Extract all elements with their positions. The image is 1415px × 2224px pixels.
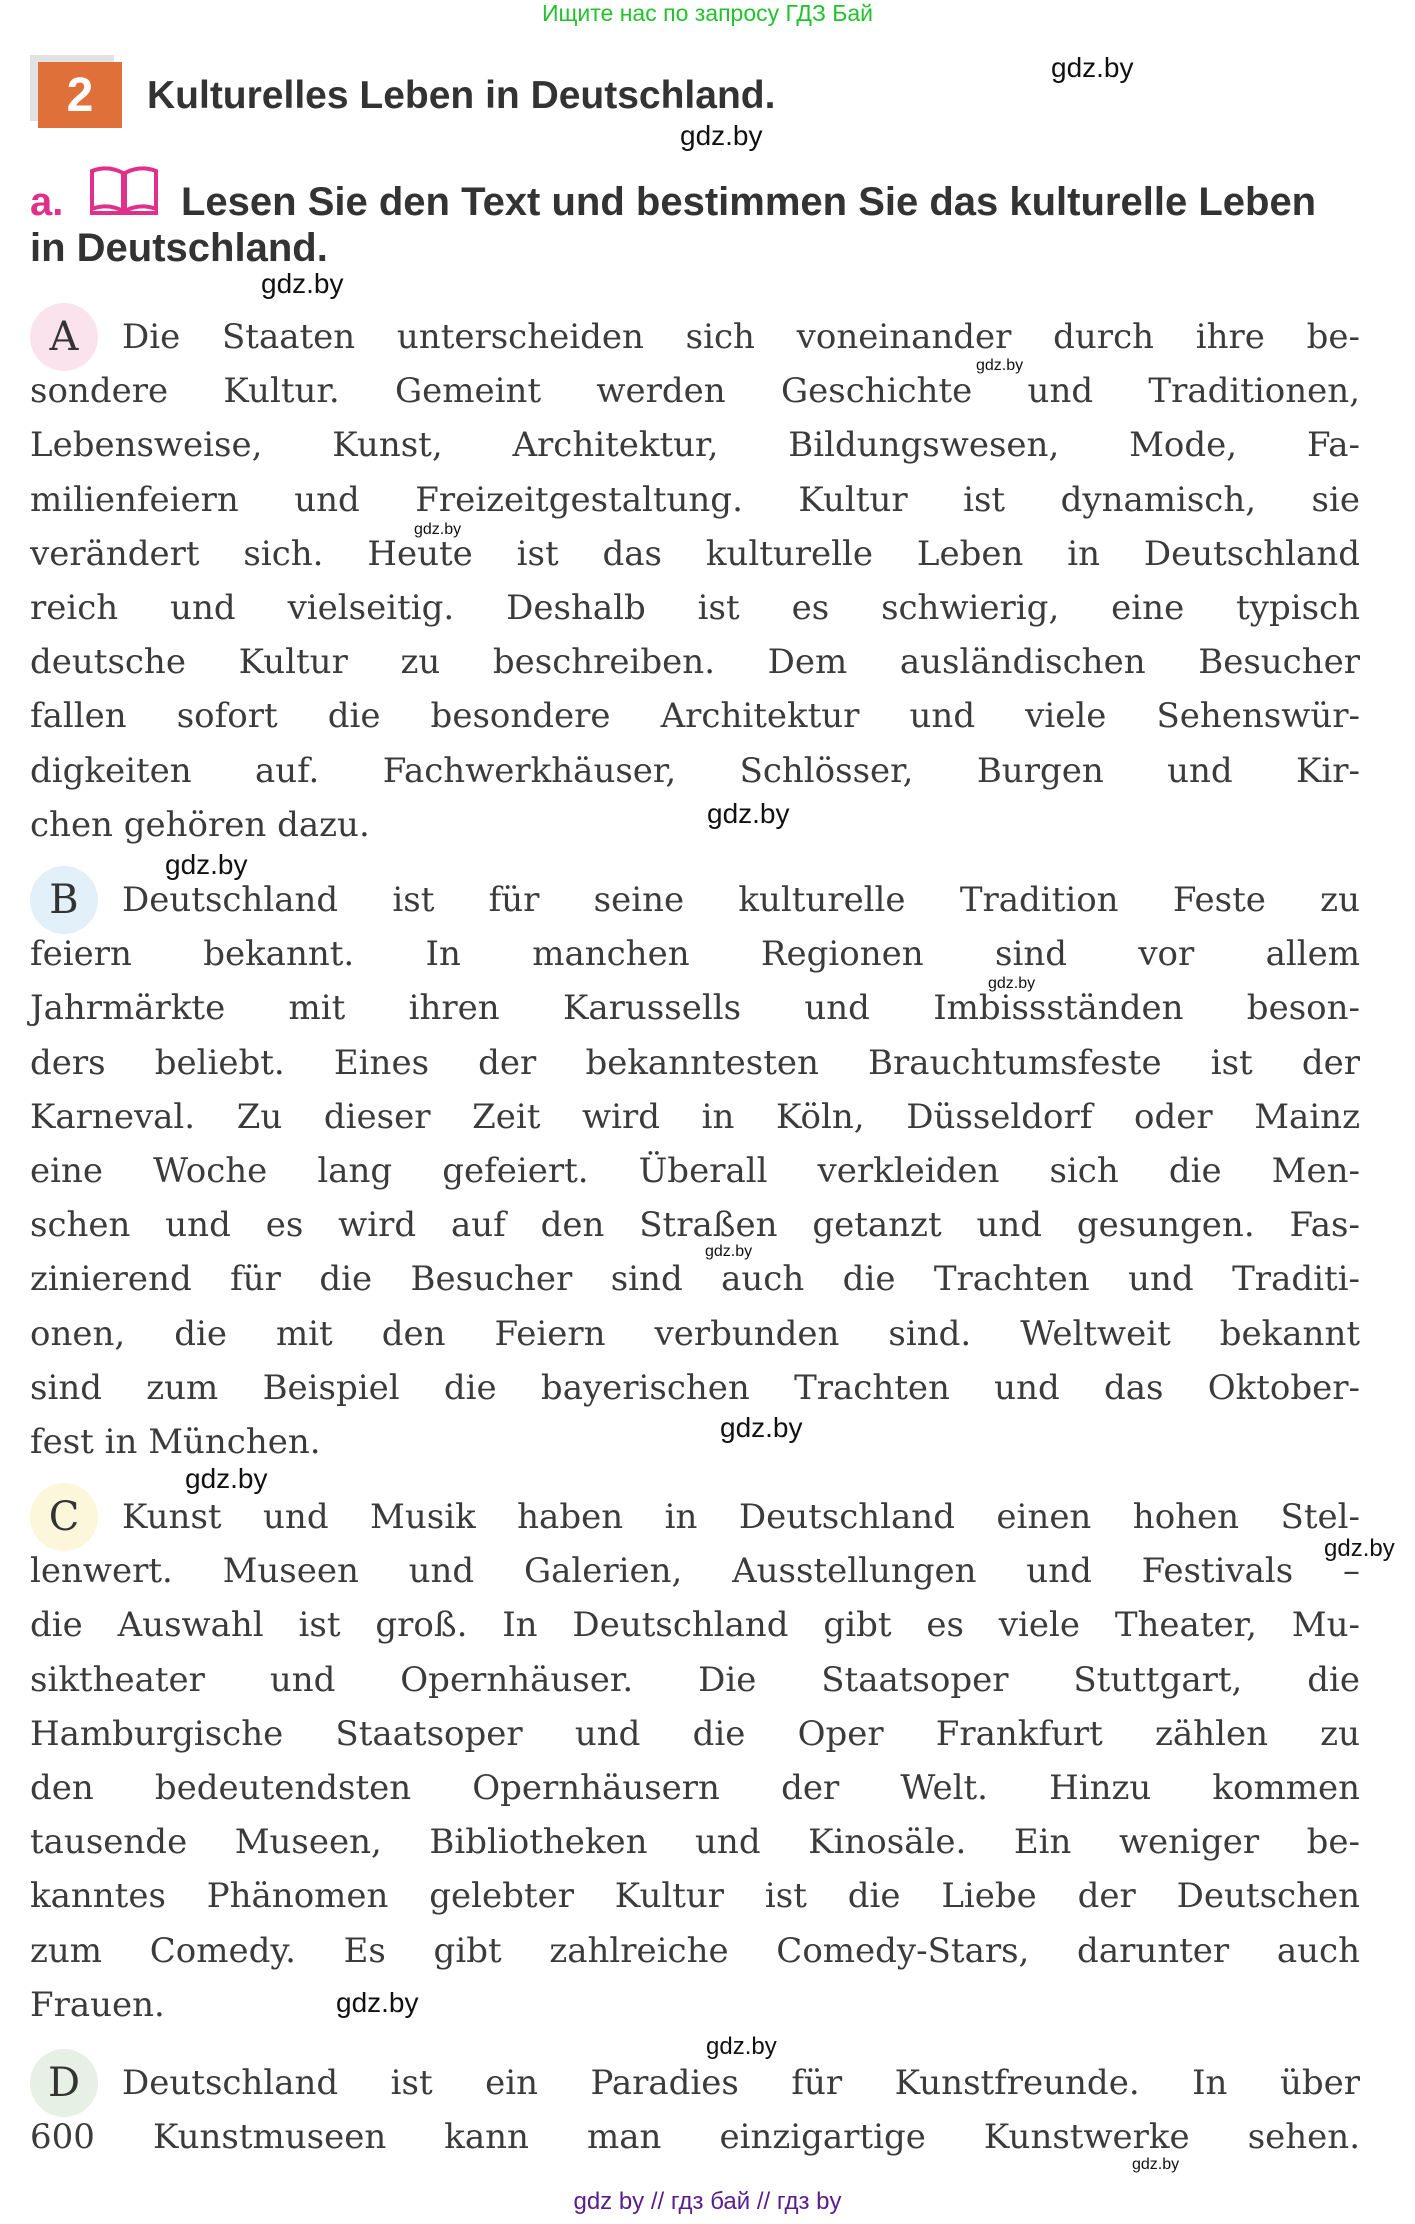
- watermark: gdz.by: [707, 798, 790, 829]
- text-line: sondere Kultur. Gemeint werden Geschichte und Traditionen,: [30, 371, 1360, 412]
- watermark: gdz.by: [988, 975, 1036, 992]
- book-icon: [88, 163, 160, 217]
- watermark: gdz.by: [165, 849, 248, 880]
- text-line: Die Staaten unterscheiden sich voneinander durch ihre be-: [122, 317, 1360, 357]
- text-line: verändert sich. Heute ist das kulturelle Leben in Deutschland: [30, 533, 1360, 574]
- text-line: den bedeutendsten Opernhäusern der Welt. Hinzu kommen: [30, 1768, 1360, 1808]
- watermark: gdz.by: [720, 1412, 803, 1443]
- text-line: zum Comedy. Es gibt zahlreiche Comedy-Stars, darunter auch: [30, 1930, 1360, 1971]
- text-line: eine Woche lang gefeiert. Überall verkleiden sich die Men-: [30, 1151, 1360, 1191]
- text-line: fallen sofort die besondere Architektur und viele Sehenswür-: [30, 696, 1360, 737]
- text-line: Jahrmärkte mit ihren Karussells und Imbissständen beson-: [30, 988, 1360, 1029]
- text-line: 600 Kunstmuseen kann man einzigartige Kunstwerke sehen.: [30, 2117, 1360, 2158]
- section-number: 2: [38, 62, 122, 128]
- watermark: gdz.by: [705, 1243, 753, 1260]
- text-line: onen, die mit den Feiern verbunden sind. Weltweit bekannt: [30, 1313, 1360, 1354]
- watermark: gdz.by: [1132, 2156, 1180, 2173]
- text-line: kanntes Phänomen gelebter Kultur ist die Liebe der Deutschen: [30, 1876, 1360, 1917]
- paragraph-label-a: A: [30, 303, 98, 371]
- text-line: Hamburgische Staatsoper und die Oper Frankfurt zählen zu: [30, 1713, 1360, 1754]
- text-line: fest in München.: [30, 1422, 321, 1462]
- text-line: Deutschland ist ein Paradies für Kunstfreunde. In über: [122, 2063, 1360, 2103]
- watermark: gdz.by: [414, 521, 462, 538]
- paragraph-label-b: B: [30, 866, 98, 934]
- text-line: sind zum Beispiel die bayerischen Trachten und das Oktober-: [30, 1367, 1360, 1408]
- text-line: feiern bekannt. In manchen Regionen sind vor allem: [30, 934, 1360, 975]
- text-line: Lebensweise, Kunst, Architektur, Bildungswesen, Mode, Fa-: [30, 425, 1360, 466]
- task-instruction-line-2: in Deutschland.: [30, 226, 328, 270]
- watermark: gdz.by: [680, 120, 763, 151]
- text-line: lenwert. Museen und Galerien, Ausstellungen und Festivals –: [30, 1551, 1360, 1592]
- text-line: Deutschland ist für seine kulturelle Tradition Feste zu: [122, 880, 1360, 920]
- watermark: gdz.by: [1051, 52, 1134, 83]
- text-line: die Auswahl ist groß. In Deutschland gibt es viele Theater, Mu-: [30, 1605, 1360, 1646]
- paragraph-label-c: C: [30, 1483, 98, 1551]
- text-line: reich und vielseitig. Deshalb ist es schwierig, eine typisch: [30, 588, 1360, 628]
- watermark: gdz.by: [336, 1987, 419, 2018]
- text-line: chen gehören dazu.: [30, 804, 370, 845]
- text-line: milienfeiern und Freizeitgestaltung. Kultur ist dynamisch, sie: [30, 479, 1360, 520]
- text-line: Kunst und Musik haben in Deutschland einen hohen Stel-: [122, 1497, 1360, 1537]
- section-title: Kulturelles Leben in Deutschland.: [147, 74, 776, 117]
- top-search-note: Ищите нас по запросу ГДЗ Бай: [541, 0, 874, 26]
- watermark: gdz.by: [976, 357, 1024, 374]
- text-line: schen und es wird auf den Straßen getanzt und gesungen. Fas-: [30, 1205, 1360, 1246]
- text-line: Karneval. Zu dieser Zeit wird in Köln, Düsseldorf oder Mainz: [30, 1096, 1360, 1137]
- text-line: deutsche Kultur zu beschreiben. Dem ausländischen Besucher: [30, 642, 1360, 683]
- watermark: gdz.by: [185, 1463, 268, 1494]
- text-line: ders beliebt. Eines der bekanntesten Brauchtumsfeste ist der: [30, 1042, 1360, 1083]
- watermark: gdz.by: [706, 2033, 777, 2060]
- paragraph-label-d: D: [30, 2049, 98, 2117]
- text-line: zinierend für die Besucher sind auch die Trachten und Traditi-: [30, 1259, 1360, 1300]
- task-instruction-line-1: Lesen Sie den Text und bestimmen Sie das kulturelle Leben: [181, 180, 1317, 224]
- watermark: gdz.by: [261, 268, 344, 299]
- text-line: digkeiten auf. Fachwerkhäuser, Schlösser, Burgen und Kir-: [30, 750, 1360, 791]
- text-line: Frauen.: [30, 1984, 165, 2025]
- watermark: gdz.by: [1324, 1535, 1395, 1562]
- task-letter: a.: [30, 180, 64, 224]
- footer-links: gdz by // гдз бай // гдз by: [573, 2188, 842, 2215]
- text-line: tausende Museen, Bibliotheken und Kinosäle. Ein weniger be-: [30, 1822, 1360, 1863]
- text-line: siktheater und Opernhäuser. Die Staatsoper Stuttgart, die: [30, 1659, 1360, 1700]
